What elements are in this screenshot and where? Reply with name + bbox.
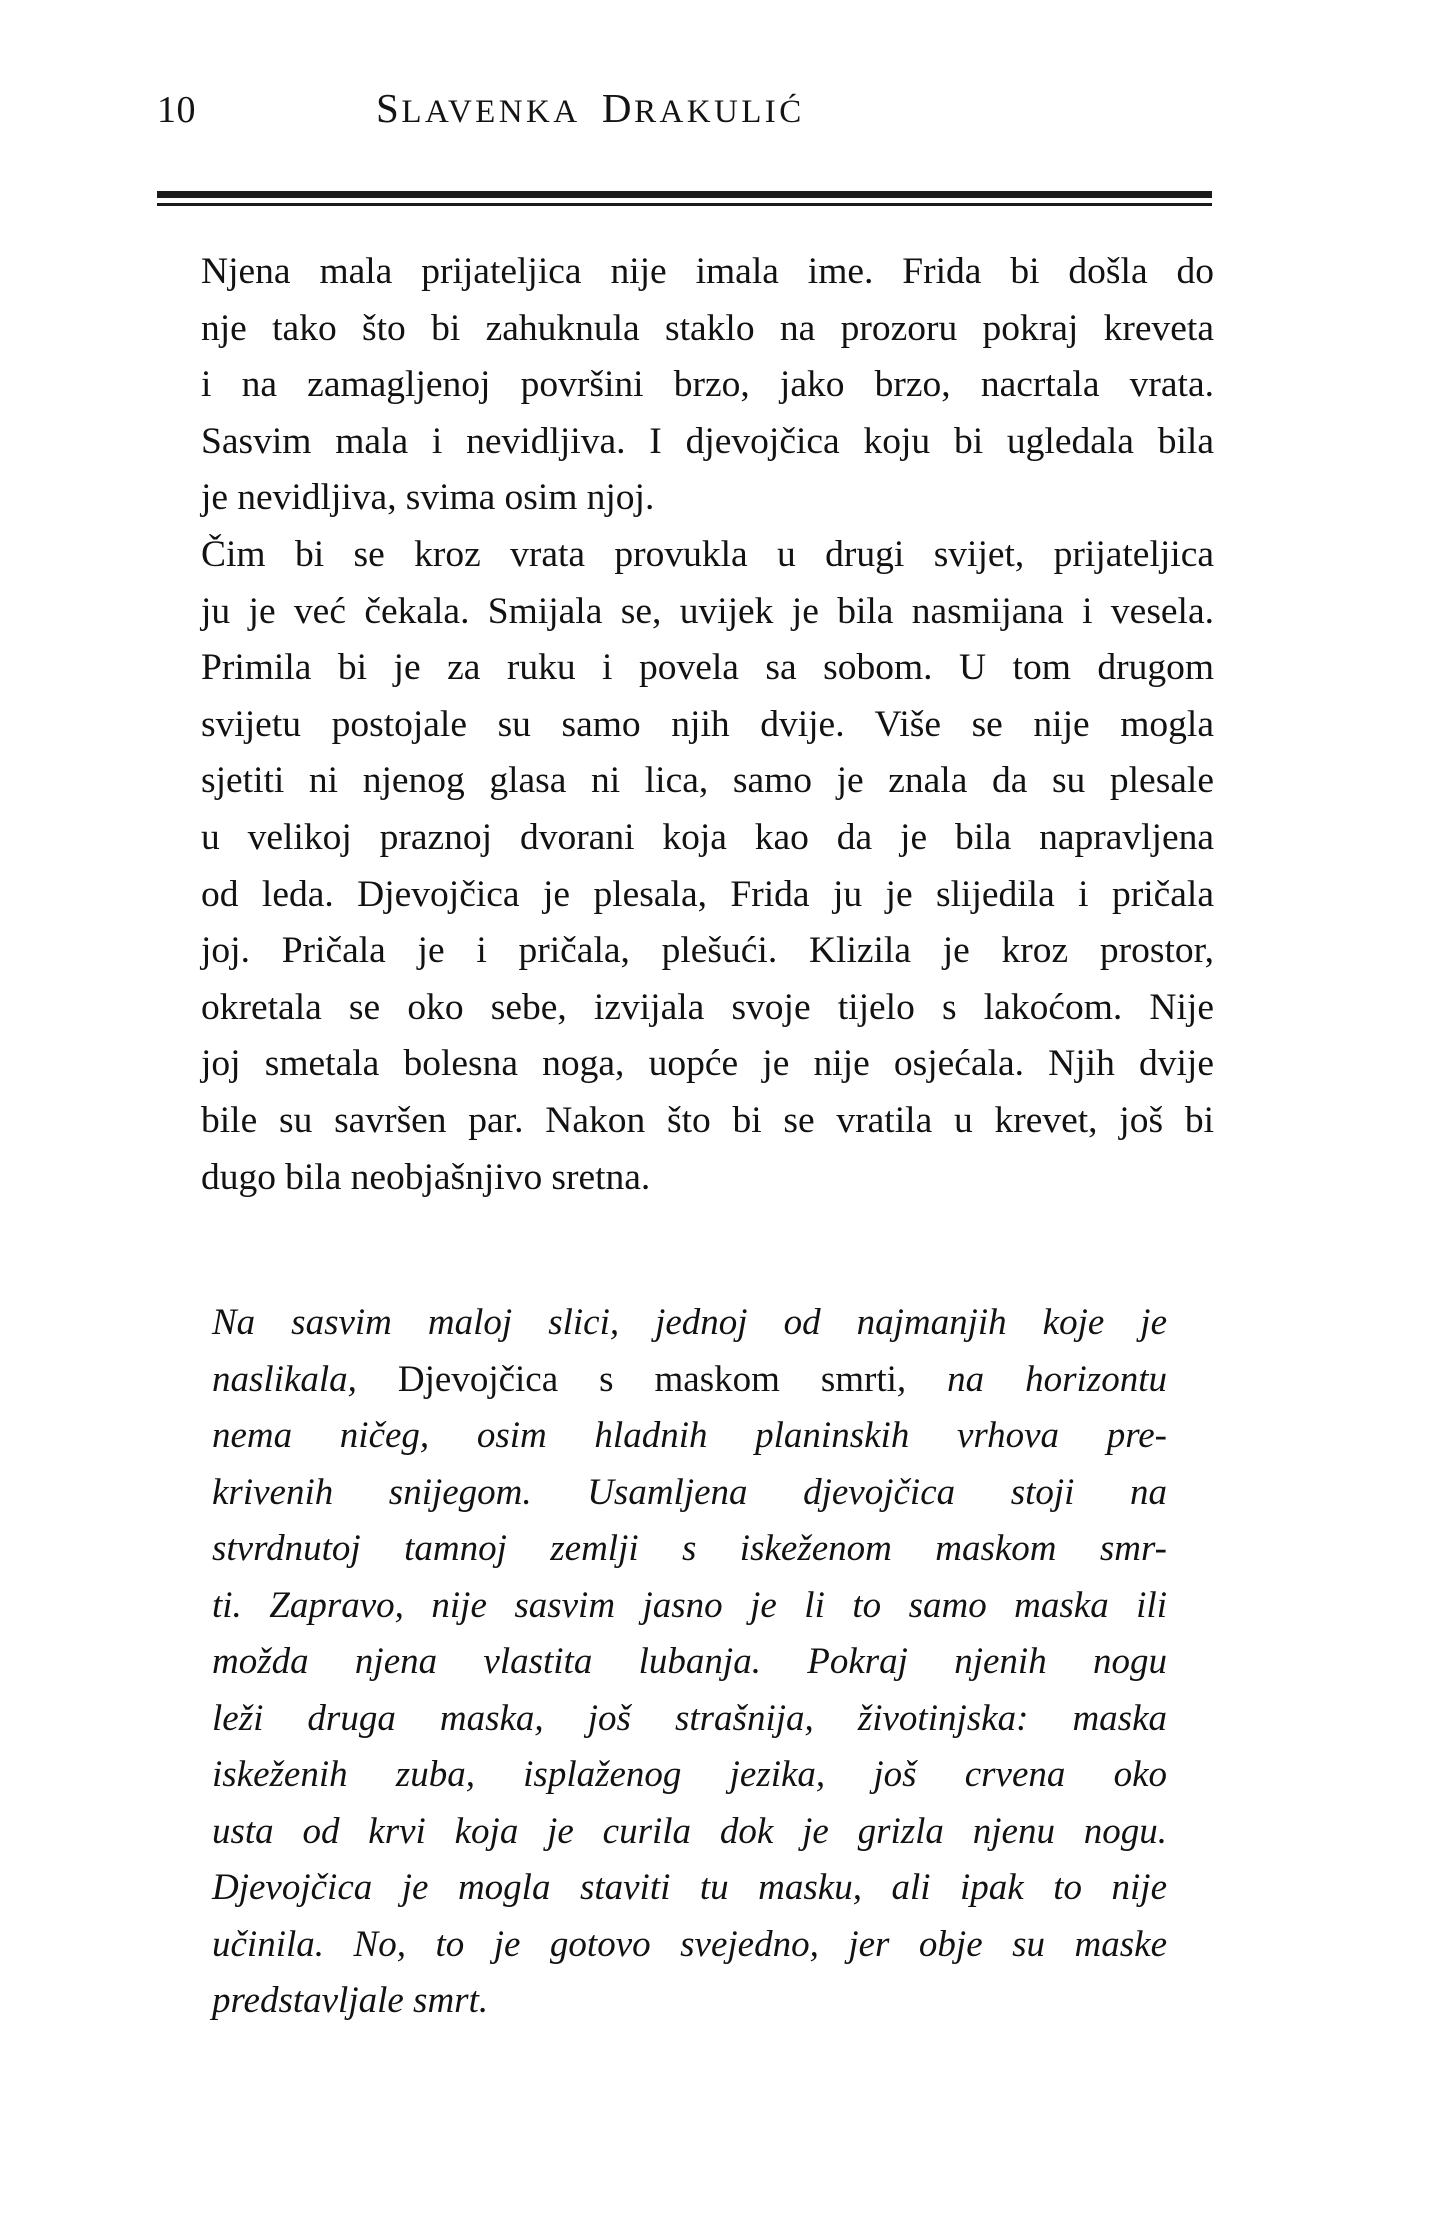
running-head [157, 85, 1212, 148]
quote-line: možda njena vlastita lubanja. Pokraj njenih nogu [212, 1641, 1167, 1682]
body-line: joj. Pričala je i pričala, plešući. Klizila je kroz prostor, [201, 930, 1214, 972]
body-text-block [157, 244, 1214, 1206]
body-line: Čim bi se kroz vrata provukla u drugi svijet, prijateljica [201, 533, 1214, 575]
body-line: Primila bi je za ruku i povela sa sobom. U tom drugom [201, 647, 1214, 689]
author-last-initial: D [601, 85, 635, 131]
body-line: bile su savršen par. Nakon što bi se vratila u krevet, još bi [201, 1099, 1214, 1141]
quote-line: leži druga maska, još strašnija, životinjska: maska [212, 1697, 1167, 1739]
running-head-author [376, 85, 805, 131]
quote-line: usta od krvi koja je curila dok je grizla njenu nogu. [212, 1810, 1167, 1852]
quote-line: učinila. No, to je gotovo svejedno, jer obje su maske [212, 1923, 1167, 1965]
header-divider [157, 191, 1212, 206]
quote-paragraph [212, 1295, 1167, 2030]
quote-line: predstavljale smrt. [212, 1980, 489, 2021]
quote-line [212, 1352, 1167, 1409]
body-line: Njena mala prijateljica nije imala ime. Frida bi došla do [201, 251, 1214, 292]
divider-thick-rule [157, 191, 1212, 198]
page-folio-number: 10 [157, 89, 196, 131]
body-line: u velikoj praznoj dvorani koja kao da je bila napravljena [201, 816, 1214, 858]
author-first-initial: S [376, 85, 402, 131]
body-line: okretala se oko sebe, izvijala svoje tijelo s lakoćom. Nije [201, 986, 1214, 1028]
quote-line: iskeženih zuba, isplaženog jezika, još crvena oko [212, 1754, 1167, 1795]
author-last-rest: RAKULIĆ [634, 94, 805, 130]
body-line: je nevidljiva, svima osim njoj. [201, 477, 655, 519]
quote-line: ti. Zapravo, nije sasvim jasno je li to samo maska ili [212, 1584, 1167, 1626]
body-paragraph-2 [157, 527, 1214, 1206]
body-line: svijetu postojale su samo njih dvije. Više se nije mogla [201, 703, 1214, 745]
body-line: joj smetala bolesna noga, uopće je nije osjećala. Njih dvije [201, 1043, 1214, 1085]
body-paragraph-1 [157, 244, 1214, 527]
quote-line: nema ničeg, osim hladnih planinskih vrhova pre- [212, 1415, 1167, 1456]
quote-line-post: , na horizontu [896, 1358, 1167, 1400]
body-line: dugo bila neobjašnjivo sretna. [201, 1156, 651, 1198]
block-quote [212, 1295, 1167, 2030]
author-name-space [579, 94, 602, 130]
body-line: od leda. Djevojčica je plesala, Frida ju je slijedila i pričala [201, 873, 1214, 915]
divider-thin-rule [157, 203, 1212, 206]
body-line: nje tako što bi zahuknula staklo na prozoru pokraj kreveta [201, 307, 1214, 349]
quote-line-pre: naslikala, [212, 1358, 398, 1400]
author-first-rest: LAVENKA [401, 94, 579, 130]
body-line: Sasvim mala i nevidljiva. I djevojčica koju bi ugledala bila [201, 420, 1214, 462]
quote-line: Na sasvim maloj slici, jednoj od najmanjih koje je [212, 1302, 1167, 1343]
artwork-title: Djevojčica s maskom smrti [397, 1358, 897, 1400]
body-line: i na zamagljenoj površini brzo, jako brzo, nacrtala vrata. [201, 364, 1214, 406]
body-line: sjetiti ni njenog glasa ni lica, samo je znala da su plesale [201, 760, 1214, 802]
body-line: ju je već čekala. Smijala se, uvijek je bila nasmijana i vesela. [201, 590, 1214, 632]
quote-line: krivenih snijegom. Usamljena djevojčica stoji na [212, 1471, 1167, 1513]
quote-line: Djevojčica je mogla staviti tu masku, ali ipak to nije [212, 1867, 1167, 1908]
quote-line: stvrdnutoj tamnoj zemlji s iskeženom maskom smr- [212, 1528, 1167, 1569]
